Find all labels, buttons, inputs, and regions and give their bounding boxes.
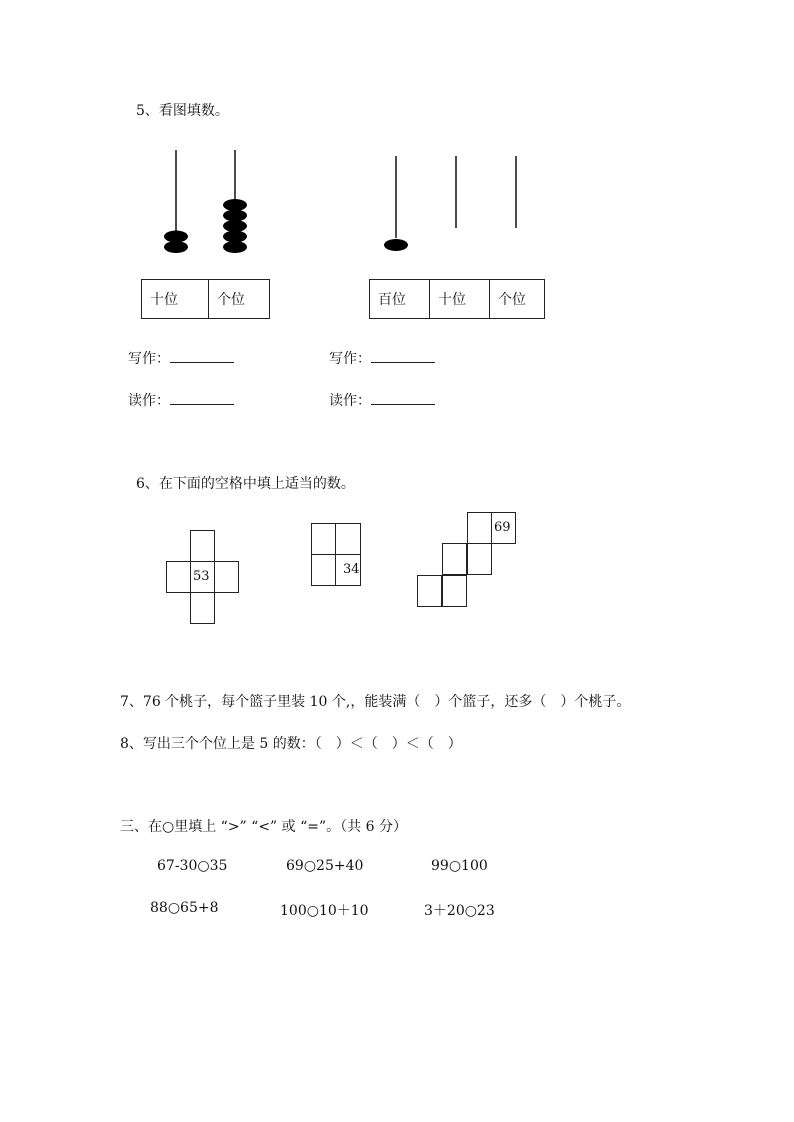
place-hundreds-label: 百位 — [370, 280, 430, 319]
question-8: 8、写出三个个位上是 5 的数：（ ）＜（ ）＜（ ） — [120, 736, 462, 752]
abacus1-bead — [223, 241, 247, 253]
question-7: 7、76 个桃子，每个篮子里装 10 个,，能装满（ ）个篮子，还多（ ）个桃子。 — [120, 694, 631, 710]
stair-given-number: 69 — [494, 520, 511, 535]
question-5-title: 5、看图填数。 — [136, 103, 229, 119]
grid-cell[interactable] — [467, 543, 492, 575]
grid-cell-given — [190, 561, 215, 593]
abacus1-bead — [223, 199, 247, 211]
cross-given-number: 53 — [193, 569, 210, 584]
grid-cell[interactable] — [214, 561, 239, 593]
place-ones-label: 个位 — [209, 280, 270, 319]
compare-item: 99○100 — [431, 858, 488, 874]
grid-cell-given — [491, 512, 516, 544]
grid-cell[interactable] — [190, 530, 215, 562]
square-given-number: 34 — [343, 562, 360, 577]
write-row-1 — [128, 348, 234, 368]
place-tens-label: 十位 — [430, 280, 490, 319]
grid-cell[interactable] — [311, 554, 336, 586]
read-label: 读作： — [329, 393, 371, 409]
abacus1-bead — [164, 241, 188, 253]
grid-cell[interactable] — [335, 523, 361, 555]
abacus2-place-table — [369, 279, 545, 319]
write-label: 写作： — [128, 351, 170, 367]
section-3-title: 三、在○里填上 “>” “<” 或 “=”。（共 6 分） — [120, 819, 407, 835]
grid-cell[interactable] — [166, 561, 191, 593]
compare-item: 67-30○35 — [157, 858, 228, 874]
compare-item: 3＋20○23 — [424, 903, 495, 919]
abacus1-place-table — [141, 279, 270, 319]
read-answer-blank[interactable] — [170, 392, 234, 405]
grid-cell[interactable] — [190, 592, 215, 624]
abacus1-bead — [223, 210, 247, 222]
write-row-2 — [329, 348, 435, 368]
question-6-title: 6、在下面的空格中填上适当的数。 — [136, 476, 355, 492]
grid-cell[interactable] — [311, 523, 336, 555]
read-answer-blank[interactable] — [371, 392, 435, 405]
compare-item: 100○10＋10 — [280, 903, 369, 919]
grid-cell[interactable] — [467, 512, 492, 544]
read-row-1 — [128, 390, 234, 410]
abacus1-bead — [223, 220, 247, 232]
grid-cell[interactable] — [442, 543, 467, 575]
read-row-2 — [329, 390, 435, 410]
grid-cell[interactable] — [417, 575, 442, 607]
abacus2-bead — [384, 239, 408, 251]
compare-item: 69○25+40 — [286, 858, 364, 874]
compare-item: 88○65+8 — [150, 900, 219, 916]
abacus1-bead — [223, 231, 247, 243]
grid-cell[interactable] — [442, 575, 467, 607]
write-answer-blank[interactable] — [170, 350, 234, 363]
abacus1-bead — [164, 231, 188, 243]
grid-cell-given — [335, 554, 361, 586]
place-ones-label: 个位 — [490, 280, 545, 319]
write-label: 写作： — [329, 351, 371, 367]
read-label: 读作： — [128, 393, 170, 409]
write-answer-blank[interactable] — [371, 350, 435, 363]
place-tens-label: 十位 — [142, 280, 209, 319]
